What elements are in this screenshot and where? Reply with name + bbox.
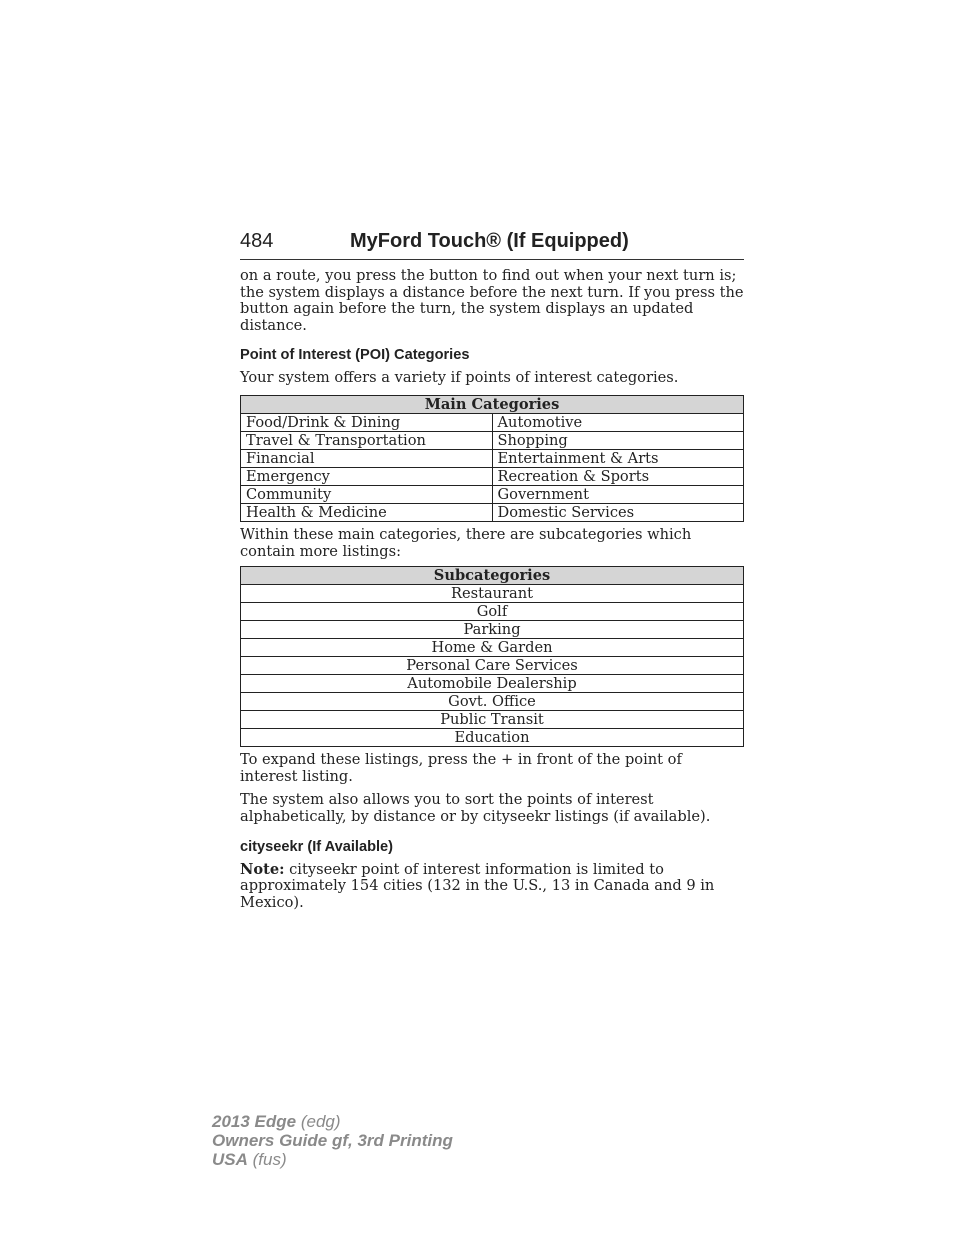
main-category-cell: Entertainment & Arts [492, 449, 744, 467]
main-category-row [241, 431, 744, 449]
footer-line-3 [212, 1150, 453, 1169]
footer-line-1 [212, 1112, 453, 1131]
subcategories-table [240, 566, 744, 747]
main-category-row [241, 485, 744, 503]
main-category-cell: Food/Drink & Dining [241, 413, 493, 431]
subcategory-row [241, 585, 744, 603]
main-category-cell: Travel & Transportation [241, 431, 493, 449]
subcategory-cell: Restaurant [241, 585, 744, 603]
subcategory-row [241, 675, 744, 693]
footer-guide: Owners Guide gf, 3rd Printing [212, 1131, 453, 1150]
subcategories-intro: Within these main categories, there are subcategories which contain more listings: [240, 525, 692, 560]
page-header [240, 228, 744, 260]
main-category-cell: Community [241, 485, 493, 503]
subcategory-cell: Automobile Dealership [241, 675, 744, 693]
poi-heading: Point of Interest (POI) Categories [240, 347, 470, 364]
subcategory-cell: Golf [241, 603, 744, 621]
main-category-row [241, 449, 744, 467]
main-category-row [241, 413, 744, 431]
subcategory-cell: Education [241, 729, 744, 747]
subcategories-header: Subcategories [241, 567, 744, 585]
cityseekr-heading: cityseekr (If Available) [240, 838, 394, 855]
note-paragraph [240, 862, 744, 912]
main-category-cell: Emergency [241, 467, 493, 485]
manual-page [240, 228, 744, 911]
main-category-cell: Automotive [492, 413, 744, 431]
intro-paragraph: on a route, you press the button to find out when your next turn is; the system displays a distance before the next turn. If you press the button again before the turn, the system displays an updated distance. [240, 267, 744, 334]
poi-intro: Your system offers a variety if points of interest categories. [240, 369, 679, 387]
subcategory-row [241, 729, 744, 747]
main-category-cell: Health & Medicine [241, 503, 493, 521]
footer-market-code: (fus) [247, 1150, 287, 1169]
subcategory-cell: Govt. Office [241, 693, 744, 711]
main-category-cell: Shopping [492, 431, 744, 449]
main-category-row [241, 467, 744, 485]
subcategory-row [241, 639, 744, 657]
subcategory-cell: Home & Garden [241, 639, 744, 657]
main-category-cell: Recreation & Sports [492, 467, 744, 485]
subcategory-cell: Personal Care Services [241, 657, 744, 675]
subcategory-row [241, 693, 744, 711]
note-label: Note: [240, 860, 285, 878]
main-category-row [241, 503, 744, 521]
note-text: cityseekr point of interest information is limited to approximately 154 cities (132 in the U.S., 13 in Canada and 9 in Mexico). [240, 860, 715, 911]
footer-market: USA [212, 1150, 248, 1169]
subcategory-row [241, 603, 744, 621]
chapter-title: MyFord Touch® (If Equipped) [350, 230, 629, 252]
main-category-cell: Government [492, 485, 744, 503]
main-categories-header: Main Categories [241, 395, 744, 413]
subcategory-cell: Public Transit [241, 711, 744, 729]
subcategory-row [241, 657, 744, 675]
main-categories-table [240, 395, 744, 522]
subcategory-row [241, 711, 744, 729]
footer-model: 2013 Edge [212, 1112, 297, 1131]
main-category-cell: Financial [241, 449, 493, 467]
main-category-cell: Domestic Services [492, 503, 744, 521]
footer-model-code: (edg) [296, 1112, 341, 1131]
subcategory-cell: Parking [241, 621, 744, 639]
page-number: 484 [240, 230, 274, 252]
sort-paragraph: The system also allows you to sort the points of interest alphabetically, by distance or by cityseekr listings (if available). [240, 791, 711, 825]
footer-line-2 [212, 1131, 453, 1150]
subcategory-row [241, 621, 744, 639]
page-footer [212, 1112, 453, 1169]
expand-paragraph: To expand these listings, press the + in front of the point of interest listing. [240, 751, 682, 785]
